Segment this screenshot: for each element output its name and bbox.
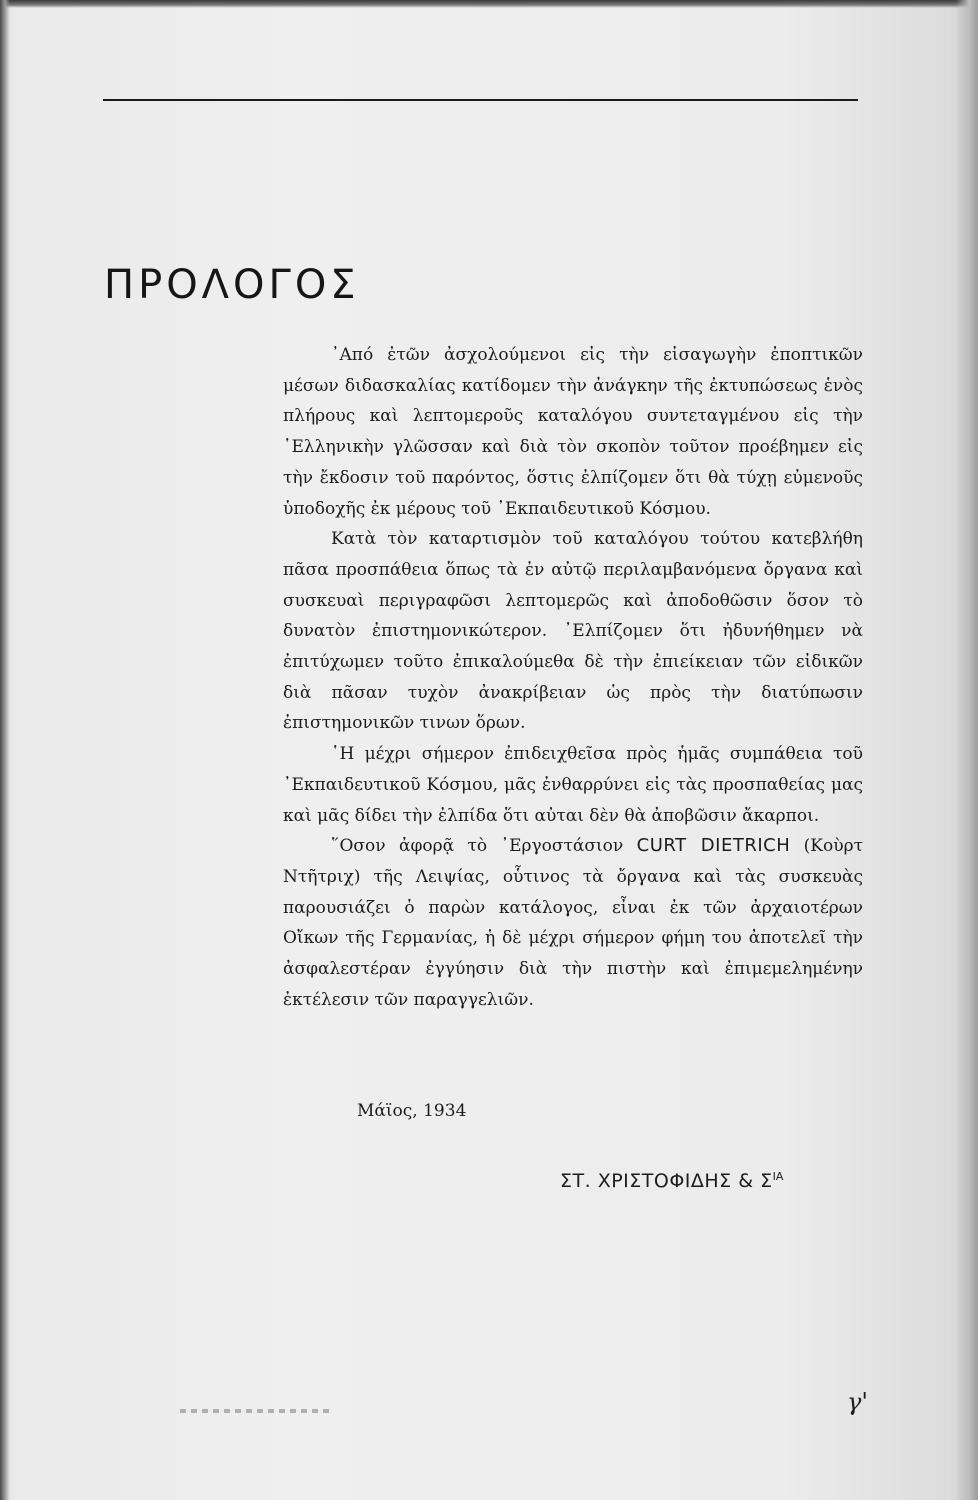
date-line: Μάϊος, 1934 [357,1101,467,1121]
company-name: CURT DIETRICH [636,835,791,857]
paragraph-4 [283,831,863,1015]
paragraph-1: ᾿Από ἐτῶν ἀσχολούμενοι εἰς τὴν εἰσαγωγὴν ἐποπτικῶν μέσων διδασκαλίας κατίδομεν τὴν ἀνάγκην τῆς ἐκτυπώσεως ἑνὸς πλήρους καὶ λεπτομεροῦς καταλόγου συντεταγμένου εἰς τὴν ῾Ελληνικὴν γλῶσσαν καὶ διὰ τὸν σκοπὸν τοῦτον προέβημεν εἰς τὴν ἔκδοσιν τοῦ παρόντος, ὅστις ἐλπίζομεν ὅτι θὰ τύχῃ εὐμενοῦς ὑποδοχῆς ἐκ μέρους τοῦ ᾿Εκπαιδευτικοῦ Κόσμου. [283,345,863,519]
scan-edge-left [0,0,10,1500]
paragraph-4-end: (Κοὺρτ Ντῆτριχ) τῆς Λειψίας, οὗτινος τὰ ὄργανα καὶ τὰς συσκευὰς παρουσιάζει ὁ παρὼν κατάλογος, εἶναι ἐκ τῶν ἀρχαιοτέρων Οἴκων τῆς Γερμανίας, ἡ δὲ μέχρι σήμερον φήμη του ἀποτελεῖ τὴν ἀσφαλεστέραν ἐγγύησιν διὰ τὴν πιστὴν καὶ ἐπιμεμελημένην ἐκτέλεσιν τῶν παραγγελιῶν. [283,836,863,1010]
page-number: γ' [847,1388,868,1416]
paragraph-3: ῾Η μέχρι σήμερον ἐπιδειχθεῖσα πρὸς ἡμᾶς συμπάθεια τοῦ ᾿Εκπαιδευτικοῦ Κόσμου, μᾶς ἐνθαρρύνει εἰς τὰς προσπαθείας μας καὶ μᾶς δίδει τὴν ἐλπίδα ὅτι αὐται δὲν θὰ ἀποβῶσιν ἄκαρποι. [283,744,863,826]
signature-name: ΣΤ. ΧΡΙΣΤΟΦΙΔΗΣ & Σ [560,1170,773,1192]
scan-edge-top [0,0,978,8]
signature-suffix: ΙΑ [772,1170,784,1183]
page-title: ΠΡΟΛΟΓΟΣ [104,262,360,308]
scan-edge-right [956,0,978,1500]
bleed-through-marks [180,1409,330,1413]
signature [560,1170,783,1192]
paragraph-2: Κατὰ τὸν καταρτισμὸν τοῦ καταλόγου τούτου κατεβλήθη πᾶσα προσπάθεια ὅπως τὰ ἐν αὐτῷ περιλαμβανόμενα ὄργανα καὶ συσκευαὶ περιγραφῶσι λεπτομερῶς καὶ ἀποδοθῶσιν ὅσον τὸ δυνατὸν ἐπιστημονικώτερον. ᾿Ελπίζομεν ὅτι ἠδυνήθημεν νὰ ἐπιτύχωμεν τοῦτο ἐπικαλούμεθα δὲ τὴν ἐπιείκειαν τῶν εἰδικῶν διὰ πᾶσαν τυχὸν ἀνακρίβειαν ὡς πρὸς τὴν διατύπωσιν ἐπιστημονικῶν τινων ὅρων. [283,529,863,734]
paragraph-4-start: ῞Οσον ἀφορᾷ τὸ ᾿Εργοστάσιον [331,836,637,857]
preface-body [283,340,863,1015]
header-rule [103,99,858,101]
